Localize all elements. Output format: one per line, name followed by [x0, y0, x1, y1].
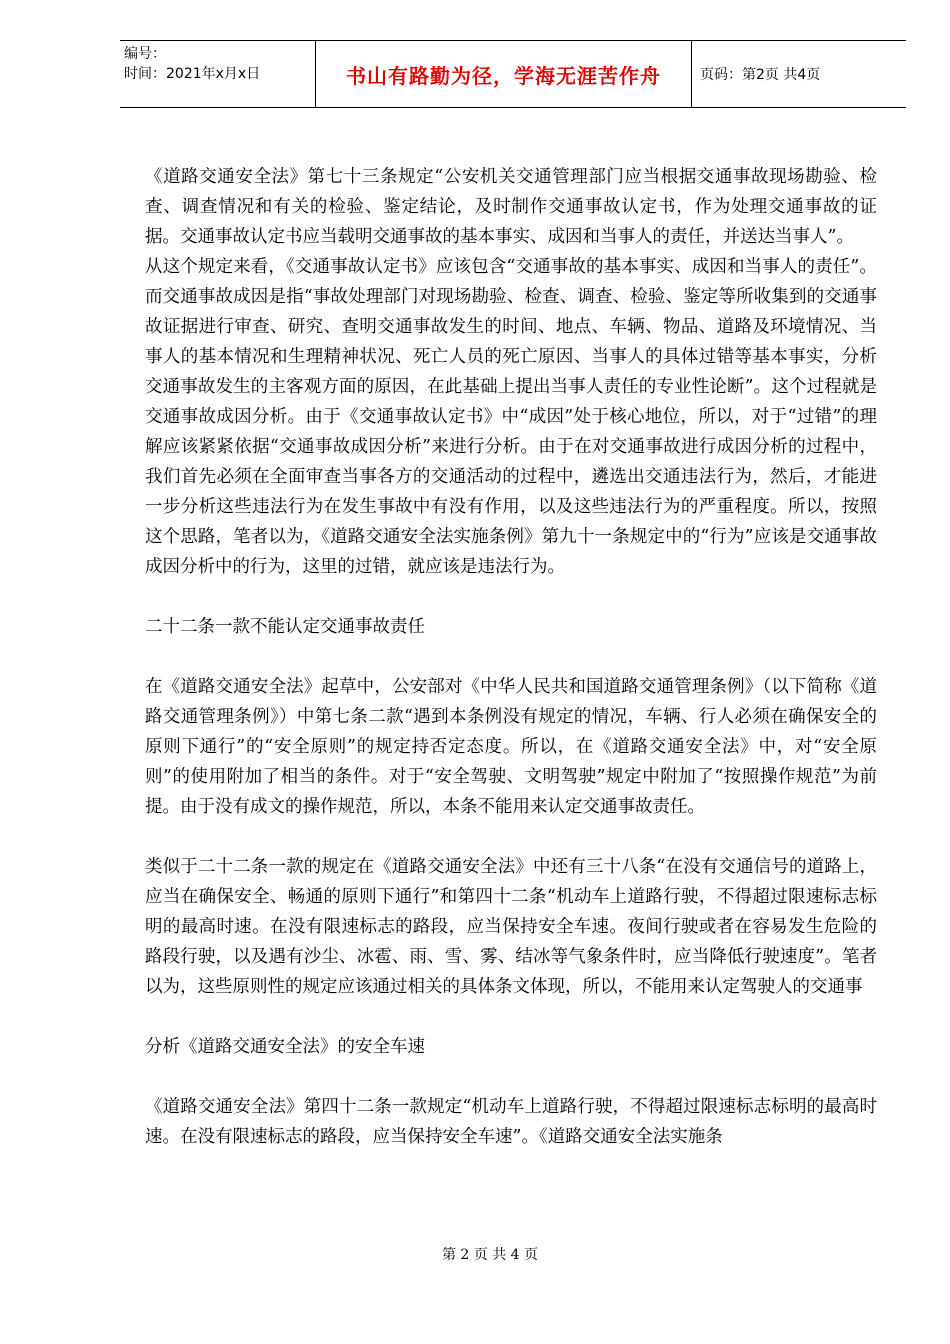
paragraph-3: 在《道路交通安全法》起草中，公安部对《中华人民共和国道路交通管理条例》（以下简称《道路交通管理条例》）中第七条二款“遇到本条例没有规定的情况，车辆、行人必须在确保安全的原则下通行”的“安全原则”的规定持否定态度。所以，在《道路交通安全法》中，对“安全原则”的使用附加了相当的条件。对于“安全驾驶、文明驾驶”规定中附加了“按照操作规范”为前提。由于没有成文的操作规范，所以，本条不能用来认定交通事故责任。 — [145, 677, 877, 817]
document-header — [120, 40, 906, 108]
header-motto: 书山有路勤为径，学海无涯苦作舟 — [316, 41, 692, 107]
spacer — [145, 642, 877, 672]
header-meta — [120, 41, 316, 107]
spacer — [145, 822, 877, 852]
spacer — [145, 1062, 877, 1092]
paragraph-1: 《道路交通安全法》第七十三条规定“公安机关交通管理部门应当根据交通事故现场勘验、检查、调查情况和有关的检验、鉴定结论，及时制作交通事故认定书，作为处理交通事故的证据。交通事故认定书应当载明交通事故的基本事实、成因和当事人的责任，并送达当事人”。 — [145, 167, 877, 247]
section-heading-1: 二十二条一款不能认定交通事故责任 — [145, 617, 425, 637]
section-heading-2: 分析《道路交通安全法》的安全车速 — [145, 1037, 425, 1057]
spacer — [145, 582, 877, 612]
paragraph-4: 类似于二十二条一款的规定在《道路交通安全法》中还有三十八条“在没有交通信号的道路上，应当在确保安全、畅通的原则下通行”和第四十二条“机动车上道路行驶，不得超过限速标志标明的最高时速。在没有限速标志的路段，应当保持安全车速。夜间行驶或者在容易发生危险的路段行驶，以及遇有沙尘、冰雹、雨、雪、雾、结冰等气象条件时，应当降低行驶速度”。笔者以为，这些原则性的规定应该通过相关的具体条文体现，所以，不能用来认定驾驶人的交通事 — [145, 857, 877, 997]
header-page-info: 页码：第2页 共4页 — [700, 67, 821, 83]
spacer — [145, 1002, 877, 1032]
document-body — [145, 162, 877, 1152]
page-footer: 第 2 页 共 4 页 — [441, 1247, 539, 1263]
paragraph-5: 《道路交通安全法》第四十二条一款规定“机动车上道路行驶，不得超过限速标志标明的最高时速。在没有限速标志的路段，应当保持安全车速”。《道路交通安全法实施条 — [145, 1097, 877, 1147]
header-number-label: 编号： — [124, 46, 166, 62]
header-time-label: 时间：2021年x月x日 — [124, 66, 261, 82]
paragraph-2: 从这个规定来看，《交通事故认定书》应该包含“交通事故的基本事实、成因和当事人的责任”。而交通事故成因是指“事故处理部门对现场勘验、检查、调查、检验、鉴定等所收集到的交通事故证据进行审查、研究、查明交通事故发生的时间、地点、车辆、物品、道路及环境情况、当事人的基本情况和生理精神状况、死亡人员的死亡原因、当事人的具体过错等基本事实，分析交通事故发生的主客观方面的原因，在此基础上提出当事人责任的专业性论断”。这个过程就是交通事故成因分析。由于《交通事故认定书》中“成因”处于核心地位，所以，对于“过错”的理解应该紧紧依据“交通事故成因分析”来进行分析。由于在对交通事故进行成因分析的过程中，我们首先必须在全面审查当事各方的交通活动的过程中，遴选出交通违法行为，然后，才能进一步分析这些违法行为在发生事故中有没有作用，以及这些违法行为的严重程度。所以，按照这个思路，笔者以为，《道路交通安全法实施条例》第九十一条规定中的“行为”应该是交通事故成因分析中的行为，这里的过错，就应该是违法行为。 — [145, 257, 877, 577]
